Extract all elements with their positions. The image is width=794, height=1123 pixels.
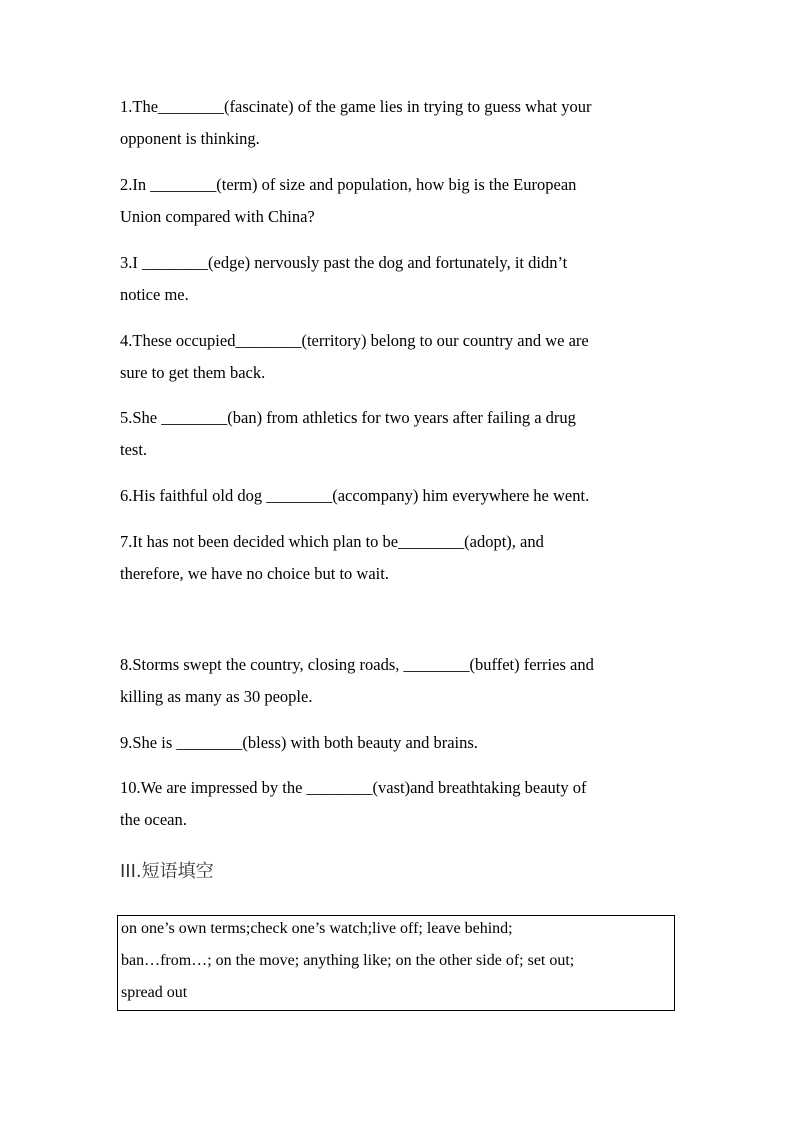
exercise-4 [120, 325, 665, 389]
exercise-8 [120, 649, 665, 713]
exercise-1-line-1: 1.The________(fascinate) of the game lies in trying to guess what your [120, 97, 592, 116]
exercise-9 [120, 727, 665, 759]
exercise-4-line-2: sure to get them back. [120, 363, 266, 382]
exercise-9-line-1: 9.She is ________(bless) with both beauty and brains. [120, 733, 478, 752]
exercise-8-line-2: killing as many as 30 people. [120, 687, 313, 706]
exercise-6 [120, 480, 665, 512]
exercise-1-line-2: opponent is thinking. [120, 129, 260, 148]
exercise-5 [120, 402, 665, 466]
exercise-7-line-2: therefore, we have no choice but to wait. [120, 564, 389, 583]
exercise-7-line-1: 7.It has not been decided which plan to be________(adopt), and [120, 532, 544, 551]
phrase-list [121, 913, 673, 1009]
exercise-5-line-1: 5.She ________(ban) from athletics for two years after failing a drug [120, 408, 576, 427]
phrase-box [117, 915, 675, 1011]
exercise-3-line-2: notice me. [120, 285, 189, 304]
exercise-3-line-1: 3.I ________(edge) nervously past the dog and fortunately, it didn’t [120, 253, 568, 272]
exercise-3 [120, 247, 665, 311]
section-heading: III.短语填空 [120, 861, 214, 882]
exercise-8-line-1: 8.Storms swept the country, closing roads, ________(buffet) ferries and [120, 655, 594, 674]
phrase-line-3: spread out [121, 984, 188, 1001]
exercise-2 [120, 169, 665, 233]
exercise-7 [120, 526, 665, 590]
phrase-line-2: ban…from…; on the move; anything like; on the other side of; set out; [121, 952, 575, 969]
exercise-2-line-1: 2.In ________(term) of size and population, how big is the European [120, 175, 577, 194]
exercise-10-line-1: 10.We are impressed by the ________(vast)and breathtaking beauty of [120, 778, 587, 797]
phrase-line-1: on one’s own terms;check one’s watch;live off; leave behind; [121, 920, 513, 937]
exercise-4-line-1: 4.These occupied________(territory) belong to our country and we are [120, 331, 589, 350]
exercise-10 [120, 772, 665, 836]
exercise-6-line-1: 6.His faithful old dog ________(accompany) him everywhere he went. [120, 486, 590, 505]
exercise-5-line-2: test. [120, 440, 148, 459]
exercise-1 [120, 91, 665, 155]
exercise-10-line-2: the ocean. [120, 810, 187, 829]
exercise-2-line-2: Union compared with China? [120, 207, 315, 226]
